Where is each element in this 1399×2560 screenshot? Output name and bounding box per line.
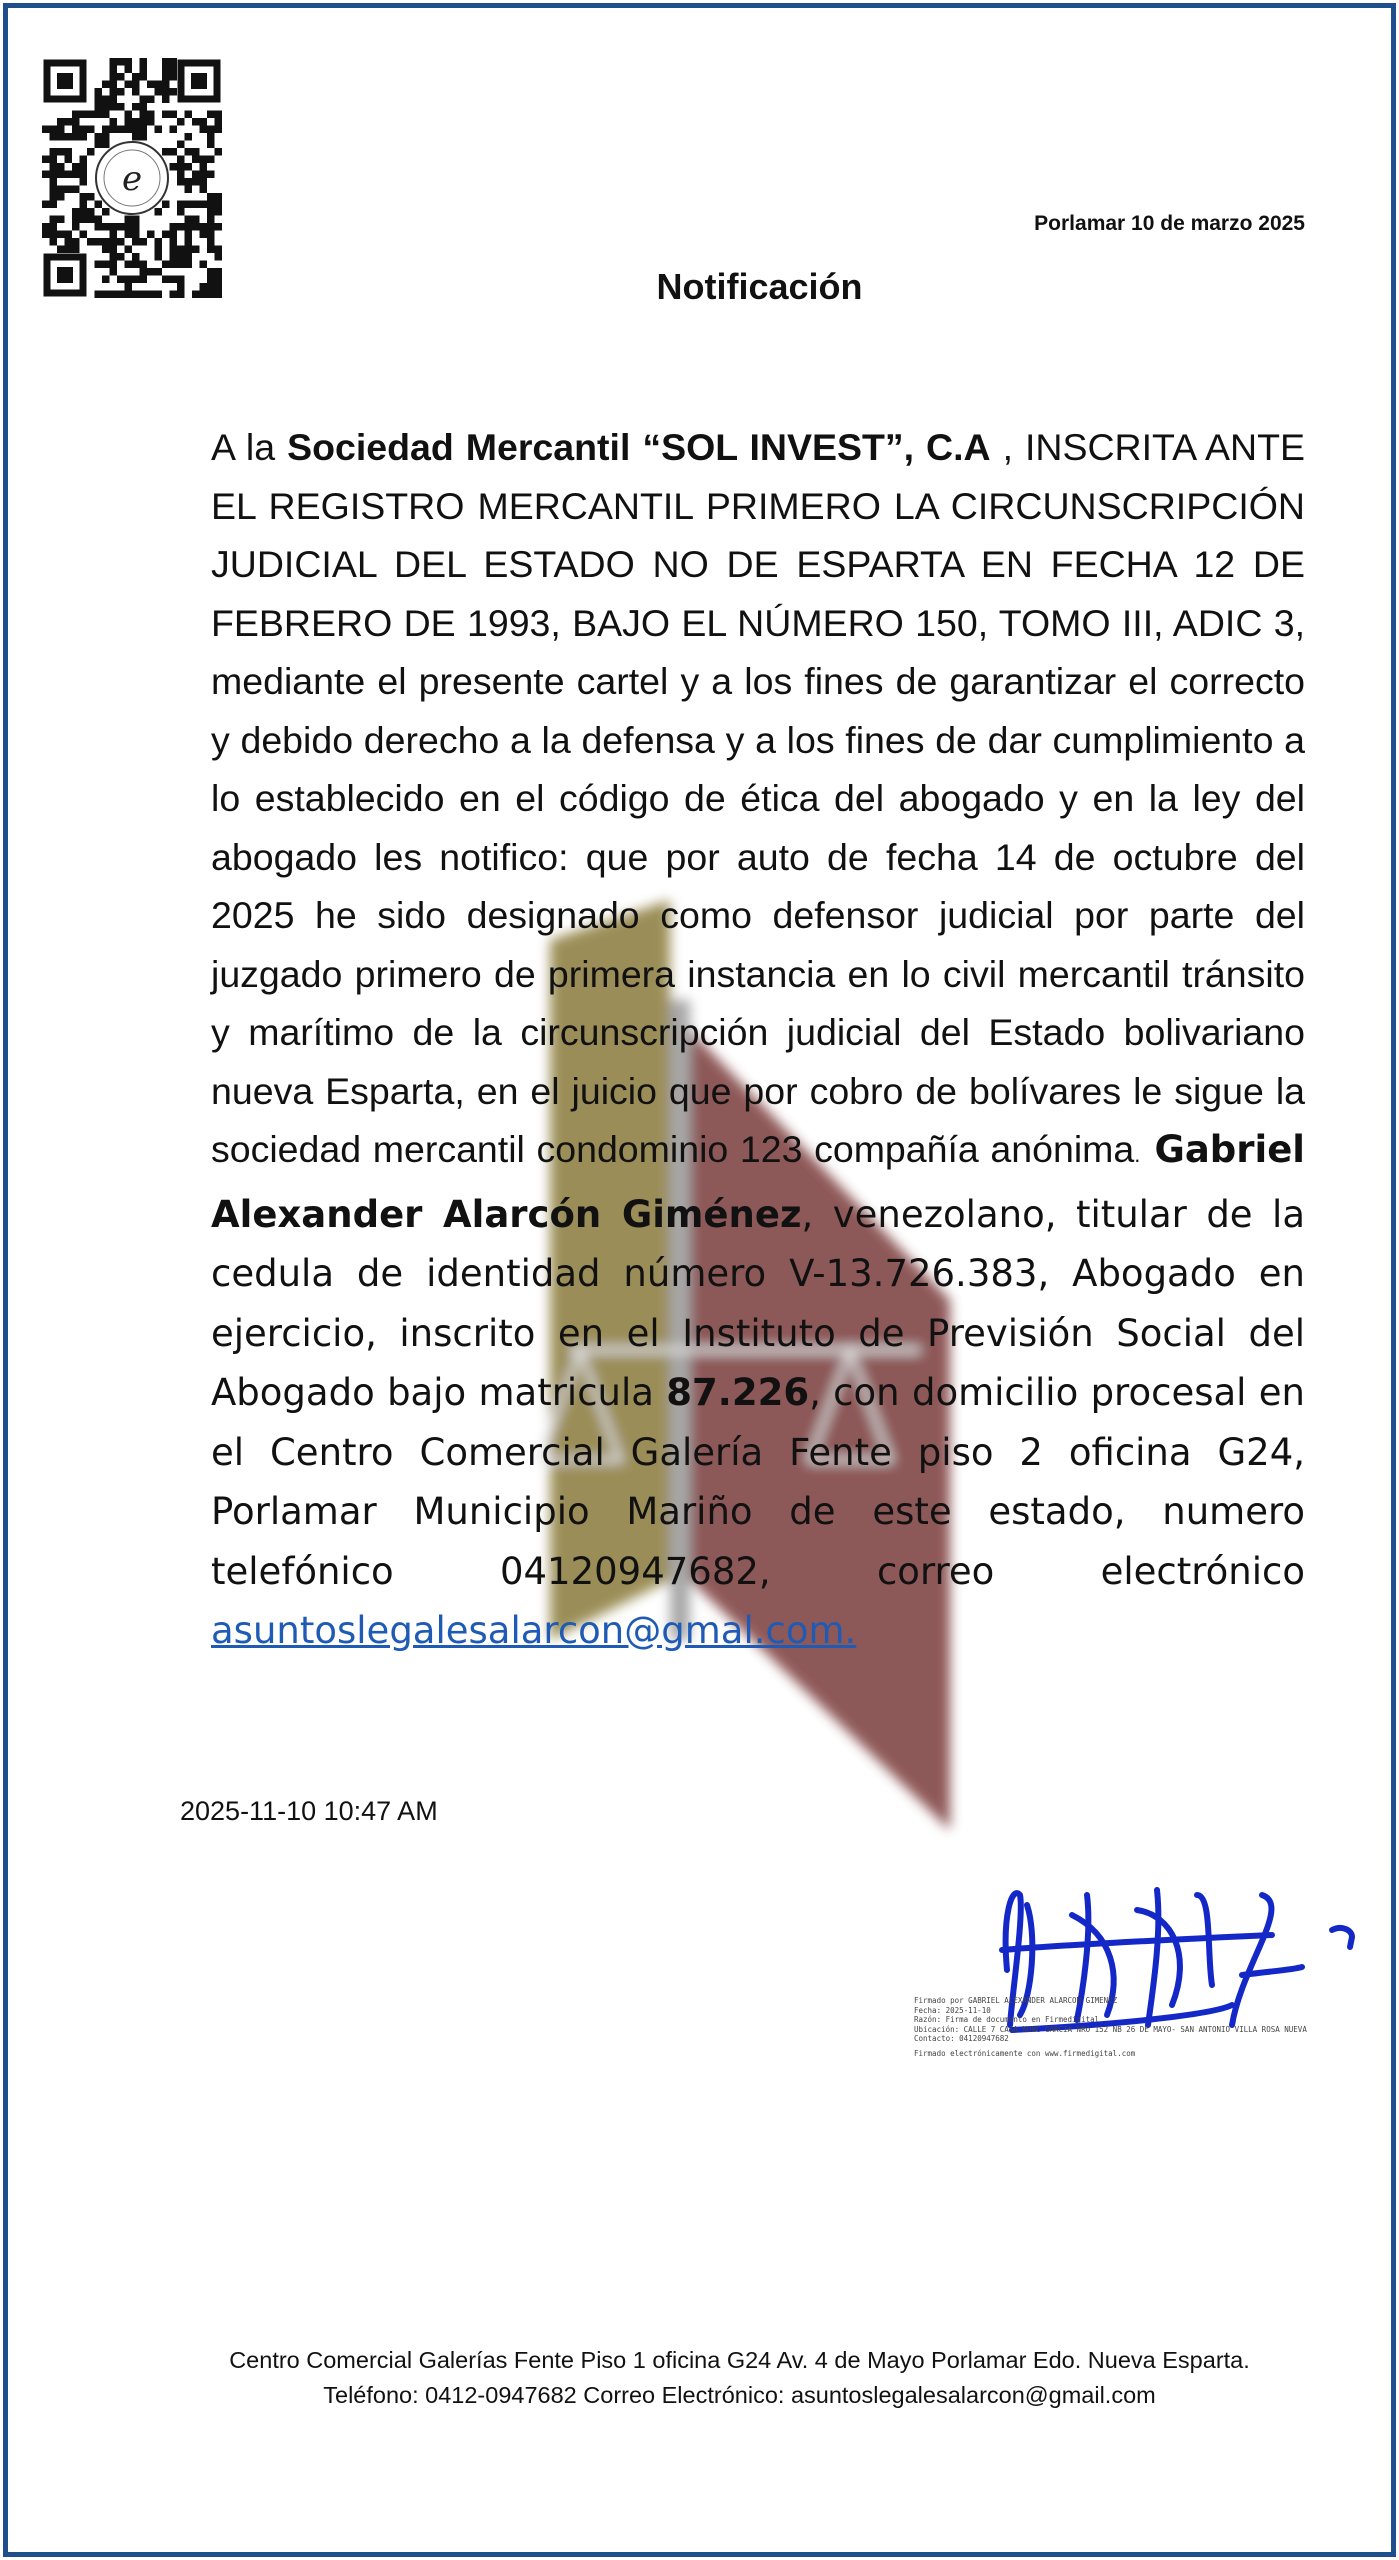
paragraph-2: , venezolano, titular de la cedula de identidad número V-13.726.383, Abogado en ejercicio, inscrito en el Instituto de Previsión Social del Abogado bajo matricula (211, 1192, 1305, 1414)
timestamp: 2025-11-10 10:47 AM (180, 1796, 438, 1826)
intro-text: A la (211, 426, 288, 468)
email-link[interactable]: asuntoslegalesalarcon@gmal.com. (211, 1609, 857, 1652)
footer-contact: Teléfono: 0412-0947682 Correo Electrónico: asuntoslegalesalarcon@gmail.com (323, 2382, 1156, 2408)
period: . (1134, 1142, 1141, 1167)
paragraph-3: , con domicilio procesal en el Centro Comercial Galería Fente piso 2 oficina G24, Porlamar Municipio Mariño de este estado, numero telefónico 04120947682, correo electrónico (211, 1371, 1305, 1593)
footer-address: Centro Comercial Galerías Fente Piso 1 oficina G24 Av. 4 de Mayo Porlamar Edo. Nueva Esparta. (229, 2347, 1250, 2373)
sig-line: Ubicación: CALLE 7 CASA NUNC GARCIA NRO 152 NB 26 DE MAYO- SAN ANTONIO VILLA ROSA NUEVA (914, 2024, 1307, 2034)
sig-line: Contacto: 04120947682 (914, 2034, 1009, 2043)
notification-body (211, 418, 1305, 1661)
matricula-number: 87.226 (666, 1371, 810, 1414)
paragraph-1: , INSCRITA ANTE EL REGISTRO MERCANTIL PRIMERO LA CIRCUNSCRIPCIÓN JUDICIAL DEL ESTADO NO DE ESPARTA EN FECHA 12 DE FEBRERO DE 1993, BAJO EL NÚMERO 150, TOMO III, ADIC 3, mediante el presente cartel y a los fines de garantizar el correcto y debido derecho a la defensa y a los fines de dar cumplimiento a lo establecido en el código de ética del abogado y en la ley del abogado les notifico: que por auto de fecha 14 de octubre del 2025 he sido designado como defensor judicial por parte del juzgado primero de primera instancia en lo civil mercantil tránsito y marítimo de la circunscripción judicial del Estado bolivariano nueva Esparta, en el juicio que por cobro de bolívares le sigue la sociedad mercantil condominio 123 compañía anónima (211, 426, 1306, 1170)
svg-text:e: e (121, 159, 143, 199)
notification-paragraph (211, 418, 1305, 1661)
qr-code-icon (42, 58, 222, 298)
signature-metadata (914, 1996, 1394, 2058)
company-name: Sociedad Mercantil “SOL INVEST”, C.A (287, 426, 991, 468)
document-date: Porlamar 10 de marzo 2025 (1034, 212, 1305, 235)
sig-line: Fecha: 2025-11-10 (914, 2005, 991, 2015)
footer (0, 2343, 1399, 2413)
sig-line: Firmado por GABRIEL ALEXANDER ALARCON GIMENEZ (914, 1996, 1118, 2005)
sig-line: Firmado electrónicamente con www.firmedigital.com (914, 2048, 1136, 2058)
lawyer-name: Gabriel Alexander Alarcón Giménez (211, 1128, 1305, 1236)
sig-line: Razón: Firma de documento en Firmedigital (914, 2015, 1100, 2024)
document-title: Notificación (656, 266, 863, 307)
